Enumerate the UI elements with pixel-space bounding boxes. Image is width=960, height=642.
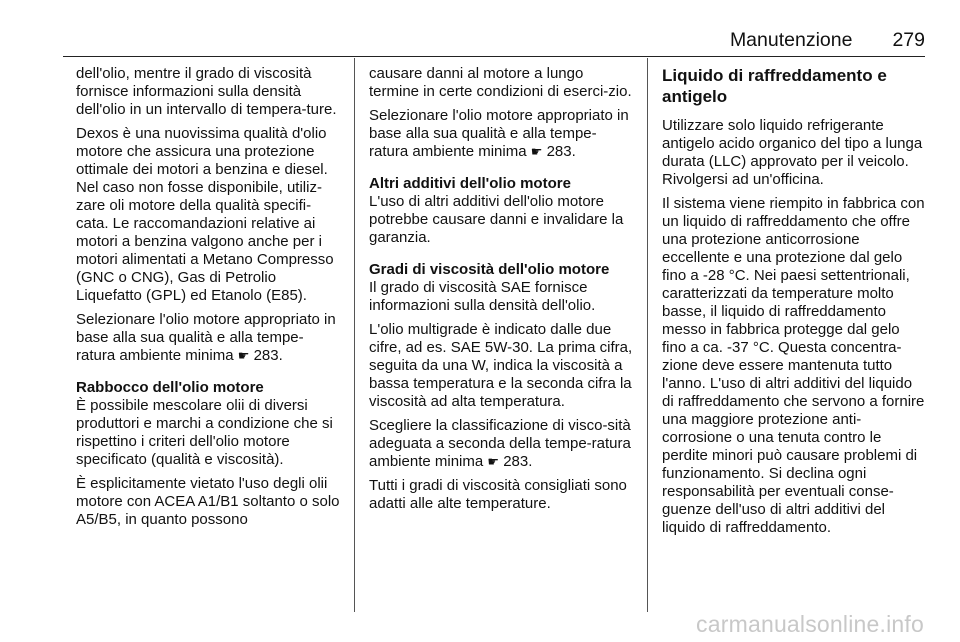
paragraph: causare danni al motore a lungo termine in certe condizioni di eserci-zio.: [369, 65, 632, 100]
paragraph: L'uso di altri additivi dell'olio motore potrebbe causare danni e invalidare la garanzia.: [369, 193, 624, 246]
page-number: 279: [892, 29, 925, 51]
paragraph: Utilizzare solo liquido refrigerante antigelo acido organico del tipo a lunga durata (LLC) approvato per il veicolo. Rivolgersi ad un'officina.: [662, 117, 923, 188]
text-column-3: [662, 65, 927, 612]
paragraph: dell'olio, mentre il grado di viscosità fornisce informazioni sulla densità dell'olio in un intervallo di tempera-ture.: [76, 65, 337, 118]
header-rule: [63, 56, 925, 57]
section-heading-liquido: Liquido di raffreddamento e antigelo: [662, 66, 887, 106]
subheading-additivi: Altri additivi dell'olio motore: [369, 175, 571, 192]
subheading-viscosita: Gradi di viscosità dell'olio motore: [369, 261, 610, 278]
text-column-2: [369, 65, 634, 612]
column-divider-1: [354, 58, 355, 612]
paragraph: Tutti i gradi di viscosità consigliati sono adatti alle alte temperature.: [369, 477, 627, 512]
paragraph: [369, 107, 634, 161]
paragraph-text: Selezionare l'olio motore appropriato in base alla sua qualità e alla tempe-ratura ambiente minima: [369, 107, 629, 160]
watermark: carmanualsonline.info: [696, 611, 924, 637]
page-reference-link[interactable]: 283.: [253, 347, 283, 364]
paragraph: L'olio multigrade è indicato dalle due cifre, ad es. SAE 5W-30. La prima cifra, seguita da una W, indica la viscosità a bassa temperatura e la seconda cifra la viscosità ad alta temperatura.: [369, 321, 633, 410]
column-divider-2: [647, 58, 648, 612]
page-reference-icon: ☛: [487, 454, 500, 469]
paragraph-text: Selezionare l'olio motore appropriato in base alla sua qualità e alla tempe-ratura ambiente minima: [76, 311, 336, 364]
paragraph: È esplicitamente vietato l'uso degli olii motore con ACEA A1/B1 soltanto o solo A5/B5, in quanto possono: [76, 475, 340, 528]
paragraph: [76, 311, 341, 365]
page-reference-icon: ☛: [237, 348, 250, 363]
paragraph: Il sistema viene riempito in fabbrica con un liquido di raffreddamento che offre una protezione anticorrosione eccellente e una protezione dal gelo fino a -28 °C. Nei paesi settentrionali, caratterizzati da temperature molto basse, il liquido di raffreddamento messo in fabbrica protegge dal gelo fino a ca. -37 °C. Questa concentra-zione deve essere mantenuta tutto l'anno. L'uso di altri additivi del liquido di raffreddamento che servono a fornire una maggiore protezione anti-corrosione o una tenuta contro le perdite minori può causare problemi di funzionamento. Si declina ogni responsabilità per eventuali conse-guenze dell'uso di altri additivi del liquido di raffreddamento.: [662, 195, 925, 536]
page-reference-icon: ☛: [530, 144, 543, 159]
paragraph: Dexos è una nuovissima qualità d'olio motore che assicura una protezione ottimale dei motori a benzina e diesel. Nel caso non fosse disponibile, utiliz-zare oli motore della qualità specifi-cata. Le raccomandazioni relative ai motori a benzina valgono anche per i motori alimentati a Metano Compresso (GNC o CNG), Gas di Petrolio Liquefatto (GPL) ed Etanolo (E85).: [76, 125, 334, 304]
subheading-rabbocco: Rabbocco dell'olio motore: [76, 379, 264, 396]
paragraph-text: Scegliere la classificazione di visco-sità adeguata a seconda della tempe-ratura ambiente minima: [369, 417, 631, 470]
text-column-1: [76, 65, 341, 612]
page-reference-link[interactable]: 283.: [546, 143, 576, 160]
paragraph: Il grado di viscosità SAE fornisce informazioni sulla densità dell'olio.: [369, 279, 596, 314]
paragraph: [369, 417, 634, 471]
paragraph: È possibile mescolare olii di diversi produttori e marchi a condizione che si rispettino i criteri dell'olio motore specificato (qualità e viscosità).: [76, 397, 333, 468]
section-title: Manutenzione: [729, 29, 853, 51]
page-header: [730, 28, 925, 52]
page-reference-link[interactable]: 283.: [503, 453, 533, 470]
